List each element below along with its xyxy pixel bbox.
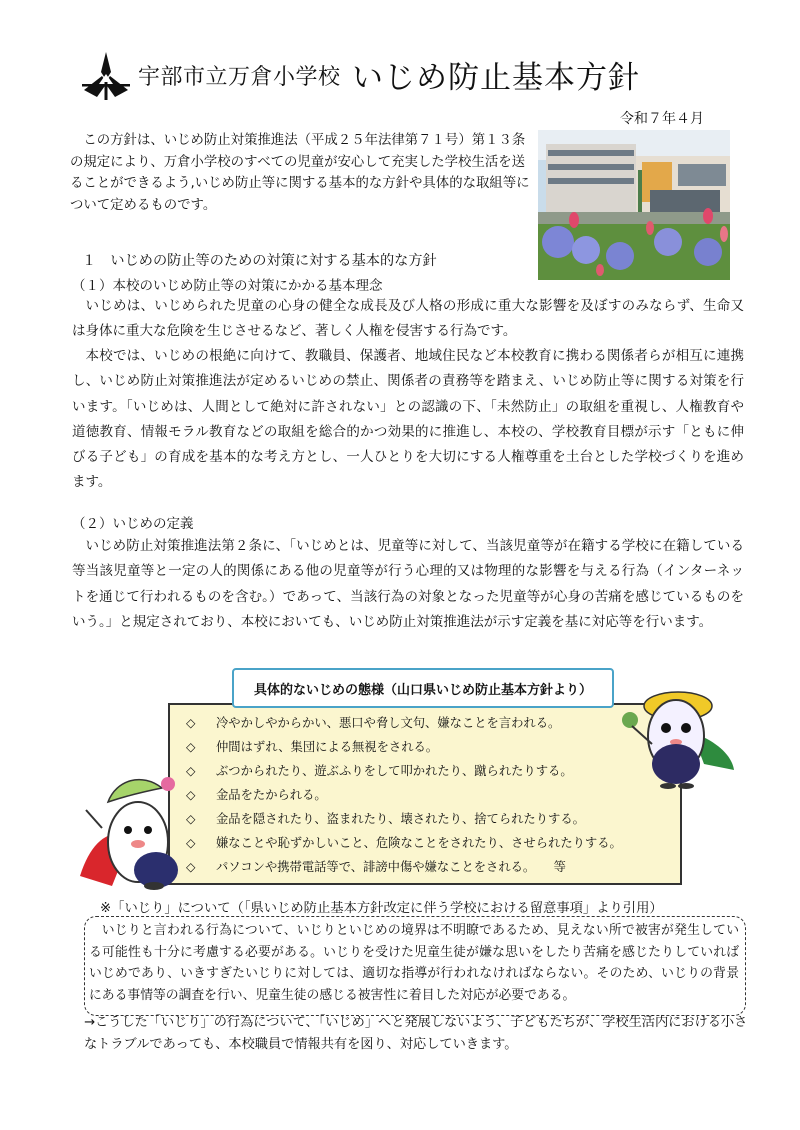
ijiri-quote-box bbox=[84, 916, 746, 1016]
ijiri-quote: いじりと言われる行為について、いじりといじめの境界は不明瞭であるため、見えない所で被害が発生している可能性も十分に考慮する必要がある。いじりを受けた児童生徒が嫌な思いをしたり苦痛を感じたりしていればいじめであり、いきすぎたいじりに対しては、適切な指導が行われなければならない。そのため、いじりの背景にある事情等の調査を行い、児童生徒の感じる被害性に着目した対応が必要である。 bbox=[89, 923, 739, 1003]
school-name: 宇部市立万倉小学校 bbox=[138, 65, 341, 90]
philosophy-paragraph-1: いじめは、いじめられた児童の心身の健全な成長及び人格の形成に重大な影響を及ぼすのみならず、生命又は身体に重大な危険を生じさせるなど、著しく人権を侵害する行為です。 bbox=[72, 298, 744, 340]
section-heading: １ いじめの防止等のための対策に対する基本的な方針 bbox=[82, 253, 437, 269]
diamond-bullet-icon: ◇ bbox=[186, 764, 196, 778]
diamond-bullet-icon: ◇ bbox=[186, 740, 196, 754]
examples-box-title: 具体的ないじめの態様（山口県いじめ防止基本方針より） bbox=[232, 668, 614, 708]
diamond-bullet-icon: ◇ bbox=[186, 812, 196, 826]
school-photo bbox=[538, 130, 730, 280]
list-item: ◇ 嫌なことや恥ずかしいこと、危険なことをされたり、させられたりする。 bbox=[186, 831, 680, 855]
mascot-left-illustration bbox=[72, 758, 194, 890]
definition-paragraph: いじめ防止対策推進法第２条に、「いじめとは、児童等に対して、当該児童等が在籍する学校に在籍している等当該児童等と一定の人的関係にある他の児童等が行う心理的又は物理的な影響を与える行為（インターネットを通じて行われるものを含む。）であって、当該行為の対象となった児童等が心身の苦痛を感じているものをいう。」と規定されており、本校においても、いじめ防止対策推進法が示す定義を基に対応等を行います。 bbox=[72, 538, 744, 630]
examples-box bbox=[168, 703, 682, 885]
mascot-right-illustration bbox=[618, 672, 738, 790]
diamond-bullet-icon: ◇ bbox=[186, 860, 196, 874]
page-title: いじめ防止基本方針 bbox=[352, 60, 640, 96]
list-item: ◇ 金品を隠されたり、盗まれたり、壊されたり、捨てられたりする。 bbox=[186, 807, 680, 831]
list-item: ◇ パソコンや携帯電話等で、誹謗中傷や嫌なことをされる。 等 bbox=[186, 855, 680, 879]
intro-paragraph: この方針は、いじめ防止対策推進法（平成２５年法律第７１号）第１３条の規定により、万倉小学校のすべての児童が安心して充実した学校生活を送ることができるよう,いじめ防止等に関する基本的な方針や具体的な取組等について定めるものです。 bbox=[70, 133, 530, 213]
diamond-bullet-icon: ◇ bbox=[186, 788, 196, 802]
diamond-bullet-icon: ◇ bbox=[186, 836, 196, 850]
subsection-heading-definition: （２）いじめの定義 bbox=[72, 516, 194, 532]
list-item: ◇ 冷やかしやからかい、悪口や脅し文句、嫌なことを言われる。 bbox=[186, 711, 680, 735]
list-item: ◇ ぶつかられたり、遊ぶふりをして叩かれたり、蹴られたりする。 bbox=[186, 759, 680, 783]
intro-section bbox=[70, 130, 530, 216]
issue-date: 令和７年４月 bbox=[620, 111, 704, 127]
list-item: ◇ 金品をたかられる。 bbox=[186, 783, 680, 807]
philosophy-paragraph-2: 本校では、いじめの根絶に向けて、教職員、保護者、地域住民など本校教育に携わる関係者らが相互に連携し、いじめ防止対策推進法が定めるいじめの禁止、関係者の責務等を踏まえ、いじめ防止等に関する対策を行います。「いじめは、人間として絶対に許されない」との認識の下、「未然防止」の取組を重視し、人権教育や道徳教育、情報モラル教育などの取組を総合的かつ効果的に推進し、本校の、学校教育目標が示す「ともに伸びる子ども」の育成を基本的な考え方とし、一人ひとりを大切にする人権尊重を土台とした学校づくりを進めます。 bbox=[72, 348, 744, 491]
ijiri-note: →こうした「いじり」の行為について、「いじめ」へと発展しないよう、子どもたちが、学校生活内における小さなトラブルであっても、本校職員で情報共有を図り、対応していきます。 bbox=[84, 1015, 748, 1052]
ijiri-heading: ※「いじり」について（「県いじめ防止基本方針改定に伴う学校における留意事項」より引用） bbox=[100, 901, 663, 916]
subsection-heading-philosophy: （１）本校のいじめ防止等の対策にかかる基本理念 bbox=[72, 278, 383, 294]
examples-list bbox=[170, 705, 680, 879]
diamond-bullet-icon: ◇ bbox=[186, 716, 196, 730]
school-emblem-icon bbox=[80, 50, 132, 102]
list-item: ◇ 仲間はずれ、集団による無視をされる。 bbox=[186, 735, 680, 759]
